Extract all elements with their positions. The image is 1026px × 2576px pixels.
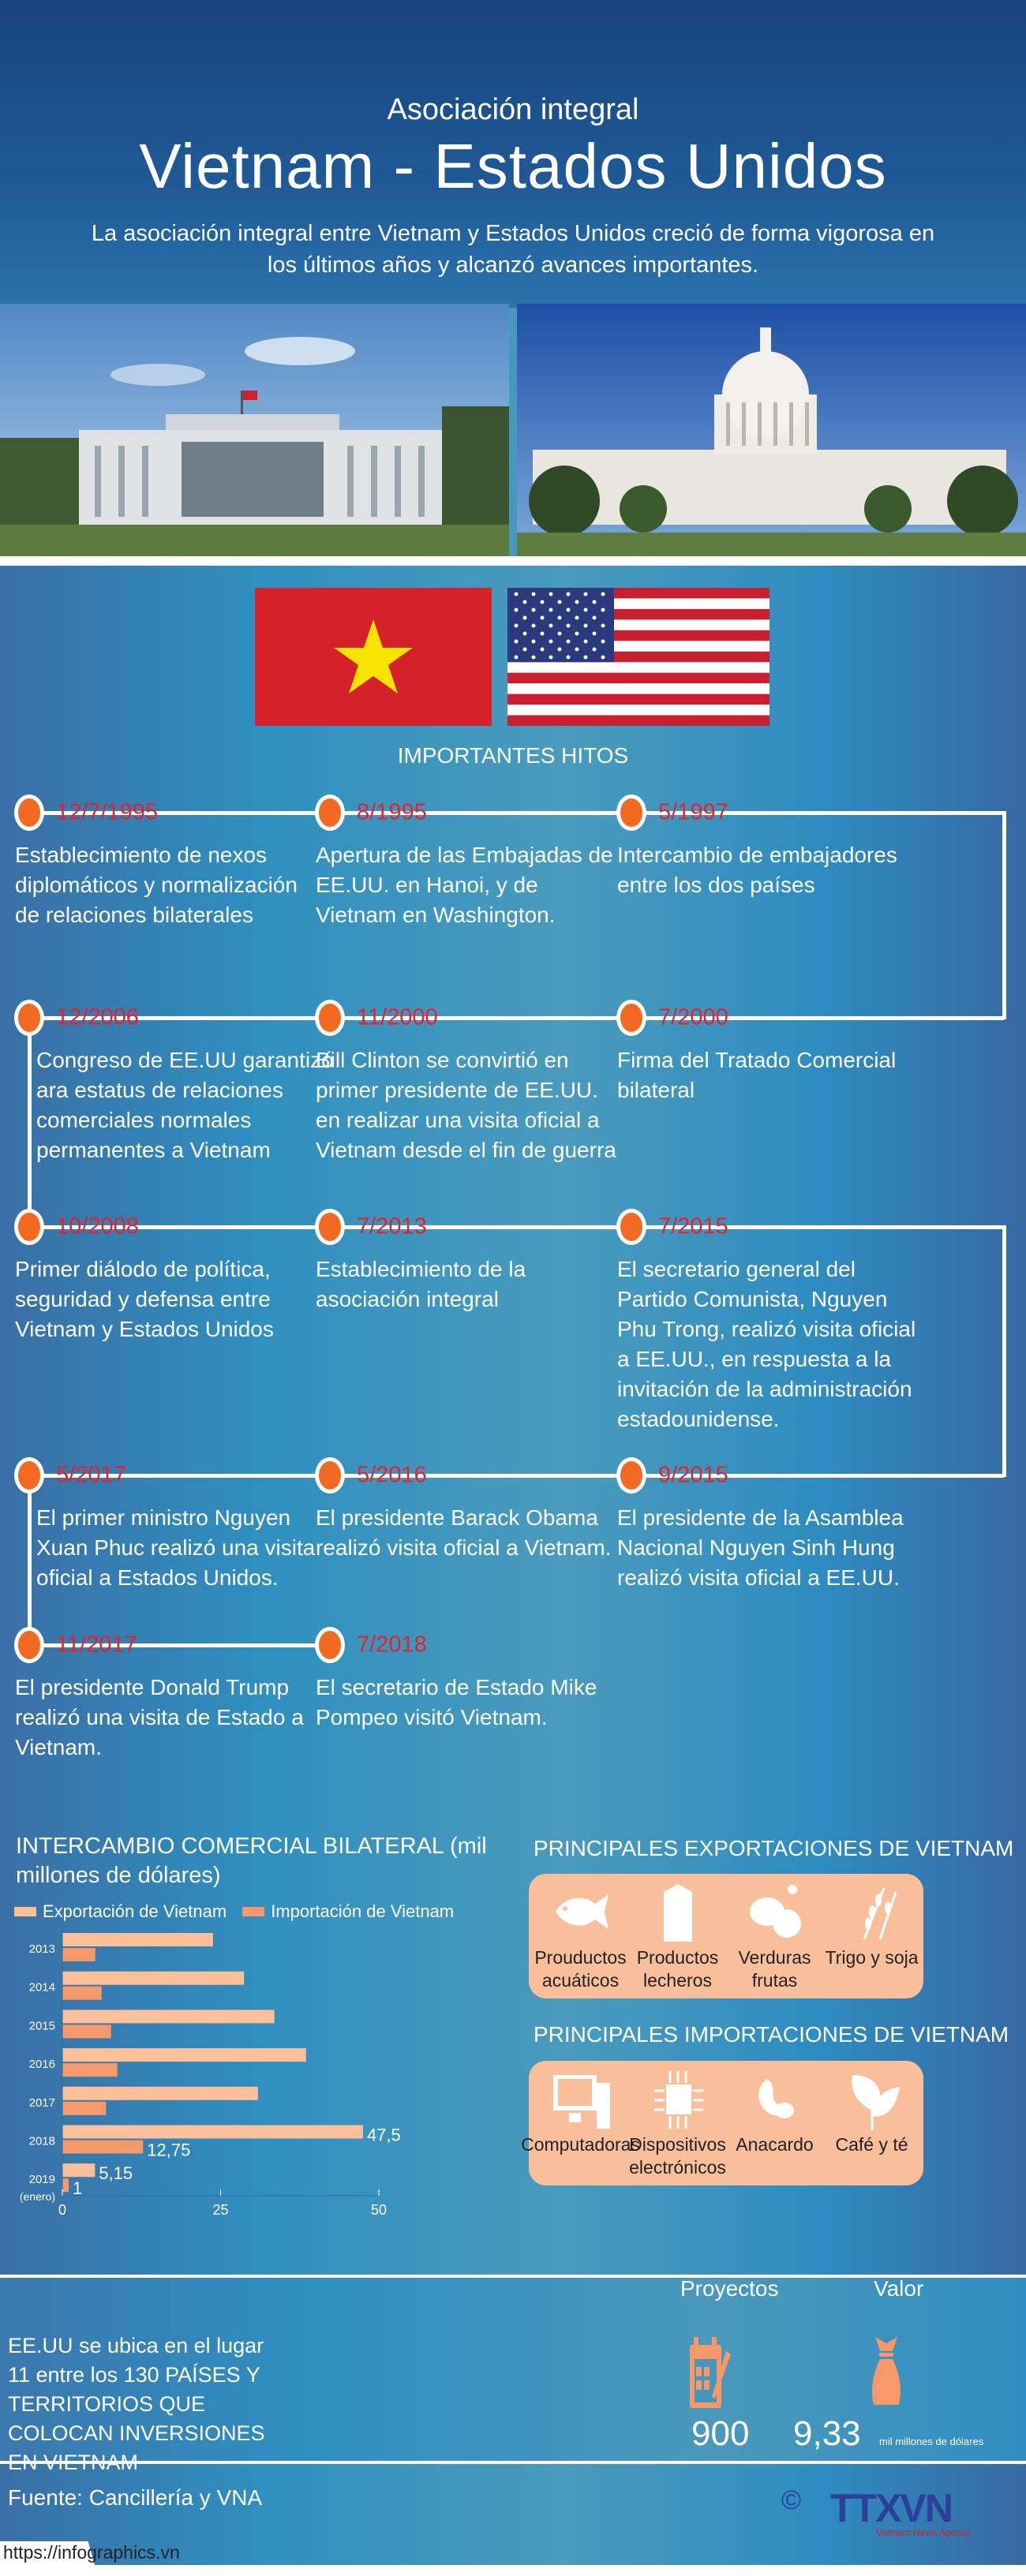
milestone-date: 7/2015 [658, 1214, 736, 1240]
milestone-date: 7/2000 [658, 1005, 736, 1031]
bar-export-2017 [62, 2087, 258, 2100]
milestone-text: Establecimiento de nexos diplomáticos y normalización de relaciones bilaterales [15, 843, 298, 927]
imports-title: PRINCIPALES IMPORTACIONES DE VIETNAM [534, 2022, 1009, 2047]
milestone-date: 11/2017 [56, 1632, 145, 1658]
milestone-date: 9/2015 [658, 1463, 736, 1489]
legend-label-export: Exportación de Vietnam [43, 1901, 227, 1921]
bar-import-2014 [62, 1987, 102, 2000]
cashew-icon [743, 2067, 807, 2130]
bar-export-2014 [62, 1972, 244, 1985]
exports-item [825, 1880, 919, 1969]
milestone-text: Firma del Tratado Comercial bilateral [617, 1048, 897, 1102]
us-flag [507, 588, 770, 726]
data-label: 1 [73, 2178, 83, 2199]
timeline-dot-icon [315, 1457, 345, 1494]
vegetables-icon [743, 1880, 807, 1943]
timeline-dot-icon [14, 1209, 44, 1245]
timeline-dot-icon [14, 1000, 44, 1036]
timeline-dot-icon [616, 794, 646, 831]
milestone-date: 5/2016 [357, 1463, 435, 1489]
milestone-date: 12/7/1995 [56, 800, 166, 826]
category-label: 2018 [28, 2134, 55, 2148]
imports-item [521, 2067, 640, 2156]
milestone-date: 11/2000 [357, 1005, 446, 1031]
projects-label: Proyectos [680, 2276, 779, 2301]
bar-import-2013 [62, 1948, 95, 1961]
timeline-connector [1002, 811, 1006, 1019]
fish-icon [549, 1880, 612, 1943]
bar-export-2016 [62, 2048, 306, 2062]
category-label: 2019 [28, 2173, 55, 2187]
category-label: 2017 [28, 2096, 55, 2110]
timeline-dot-icon [616, 1209, 646, 1245]
data-label: 47,5 [366, 2125, 401, 2145]
imports-item-label: Computadoras [521, 2134, 640, 2155]
chip-icon [646, 2067, 710, 2130]
bar-import-2018 [62, 2140, 143, 2154]
timeline-dot-icon [616, 1457, 646, 1494]
x-tick-label: 50 [370, 2202, 388, 2218]
milestone-text: Bill Clinton se convirtió en primer presidente de EE.UU. en realizar una visita oficial a Vietnam desde el fin de guerra [316, 1048, 616, 1162]
milestones-title: IMPORTANTES HITOS [397, 743, 629, 768]
investment-text: EE.UU se ubica en el lugar 11 entre los 130 PAÍSES Y TERRITORIOS QUE COLOCAN INVERSIONES EN VIETNAM [8, 2334, 265, 2474]
imports-panel [521, 2061, 923, 2185]
milestone-date: 7/2018 [357, 1632, 435, 1658]
milestone-text: El secretario de Estado Mike Pompeo visitó Vietnam. [316, 1675, 597, 1729]
milestone-text: Congreso de EE.UU garantizó ara estatus de relaciones comerciales normales permanentes a Vietnam [36, 1048, 334, 1162]
category-note: (enero) [19, 2190, 55, 2204]
timeline-dot-icon [616, 1000, 646, 1036]
exports-item-label: Productos lecheros [636, 1947, 719, 1991]
milestone-text: Primer diálodo de política, seguridad y defensa entre Vietnam y Estados Unidos [15, 1257, 274, 1341]
exports-item [728, 1880, 822, 1992]
investment-unit: mil millones de dólares [879, 2436, 984, 2447]
data-label: 12,75 [147, 2140, 191, 2160]
timeline-dot-icon [315, 794, 345, 831]
timeline-connector [1002, 1225, 1006, 1477]
bar-export-2019 [62, 2163, 95, 2177]
timeline-connector [29, 1016, 1004, 1020]
imports-item [631, 2067, 725, 2179]
imports-item [825, 2067, 919, 2156]
imports-item [728, 2067, 822, 2156]
divider [0, 556, 1026, 566]
milestone-text: El presidente Barack Obama realizó visita oficial a Vietnam. [316, 1505, 612, 1560]
source-text: Fuente: Cancillería y VNA [8, 2485, 263, 2510]
milk-carton-icon [646, 1880, 710, 1943]
computer-icon [549, 2067, 612, 2130]
milestone-text: El secretario general del Partido Comunista, Nguyen Phu Trong, realizó visita oficial a EE.UU., en respuesta a la invitación de la administración estadounidense. [617, 1257, 916, 1431]
bar-export-2013 [62, 1933, 213, 1946]
bar-import-2017 [62, 2102, 106, 2115]
vietnam-flag [255, 588, 492, 726]
supertitle: Asociación integral [387, 93, 639, 126]
imports-item-label: Café y té [835, 2134, 908, 2155]
timeline-dot-icon [315, 1627, 345, 1663]
timeline-connector [29, 1225, 1004, 1229]
milestone-text: Establecimiento de la asociación integral [316, 1257, 526, 1311]
bar-import-2016 [62, 2063, 118, 2077]
timeline-dot-icon [14, 794, 44, 831]
exports-item [631, 1880, 725, 1992]
bar-export-2018 [62, 2125, 363, 2139]
category-label: 2013 [28, 1942, 55, 1956]
milestone-text: Apertura de las Embajadas de EE.UU. en Hanoi, y de Vietnam en Washington. [316, 843, 613, 927]
source-url[interactable]: https://infographics.vn [3, 2542, 180, 2563]
imports-item-label: Dispositivos electrónicos [629, 2134, 726, 2178]
timeline-dot-icon [315, 1209, 345, 1245]
milestone-date: 7/2013 [357, 1214, 435, 1240]
timeline-connector [28, 1475, 32, 1645]
exports-item [534, 1880, 628, 1992]
timeline-dot-icon [14, 1627, 44, 1663]
timeline-connector [29, 1474, 1004, 1478]
us-capitol-photo [517, 304, 1026, 556]
subtitle: La asociación integral entre Vietnam y Estados Unidos creció de forma vigorosa en los últimos años y alcanzó avances importantes. [91, 221, 935, 278]
timeline-connector [29, 811, 1004, 815]
milestone-text: El presidente Donald Trump realizó una visita de Estado a Vietnam. [15, 1675, 304, 1759]
x-tick-label: 25 [212, 2202, 229, 2218]
leaf-icon [841, 2067, 904, 2130]
logo-subtitle: Vietnam News Agency [876, 2527, 971, 2538]
vietnam-national-assembly-photo [0, 304, 509, 556]
trade-bar-chart [0, 1917, 442, 2233]
milestone-date: 8/1995 [357, 800, 435, 826]
bar-import-2015 [62, 2025, 111, 2038]
legend-swatch-export [14, 1907, 36, 1916]
milestone-text: El presidente de la Asamblea Nacional Nguyen Sinh Hung realizó visita oficial a EE.UU. [617, 1505, 904, 1590]
category-label: 2014 [28, 1980, 55, 1995]
bar-import-2019 [62, 2178, 69, 2192]
ttxvn-logo: TTXVN [830, 2486, 952, 2530]
timeline-connector [28, 1018, 32, 1227]
projects-value: 900 [691, 2414, 750, 2453]
bar-export-2015 [62, 2010, 275, 2023]
legend-label-import: Importación de Vietnam [271, 1901, 455, 1921]
wheat-icon [841, 1880, 904, 1943]
calendar-icon [688, 2335, 732, 2410]
chart-title: INTERCAMBIO COMERCIAL BILATERAL (mil millones de dólares) [16, 1834, 487, 1888]
value-label: Valor [874, 2276, 924, 2301]
milestone-date: 12/2006 [56, 1005, 147, 1031]
money-bag-icon [871, 2335, 902, 2410]
category-label: 2016 [28, 2058, 55, 2072]
page-title: Vietnam - Estados Unidos [139, 131, 887, 201]
exports-item-label: Verduras frutas [738, 1947, 811, 1991]
bottom-strip [0, 2565, 1026, 2576]
timeline-dot-icon [315, 1000, 345, 1036]
exports-item-label: Prouductos acuáticos [534, 1947, 627, 1991]
copyright-icon: © [781, 2485, 802, 2515]
investment-value: 9,33 [793, 2414, 861, 2453]
legend-swatch-import [242, 1907, 264, 1916]
timeline-dot-icon [14, 1457, 44, 1494]
milestone-date: 5/2017 [56, 1463, 134, 1489]
x-tick-label: 0 [58, 2202, 67, 2218]
milestone-date: 10/2008 [56, 1214, 147, 1240]
exports-title: PRINCIPALES EXPORTACIONES DE VIETNAM [534, 1836, 1014, 1860]
data-label: 5,15 [99, 2163, 133, 2184]
milestone-date: 5/1997 [658, 800, 736, 826]
exports-panel [529, 1874, 923, 1998]
milestone-text: El primer ministro Nguyen Xuan Phuc realizó una visita oficial a Estados Unidos. [36, 1505, 316, 1590]
category-label: 2015 [28, 2019, 55, 2033]
milestone-text: Intercambio de embajadores entre los dos países [617, 843, 897, 897]
imports-item-label: Anacardo [736, 2134, 814, 2155]
exports-item-label: Trigo y soja [825, 1947, 919, 1968]
